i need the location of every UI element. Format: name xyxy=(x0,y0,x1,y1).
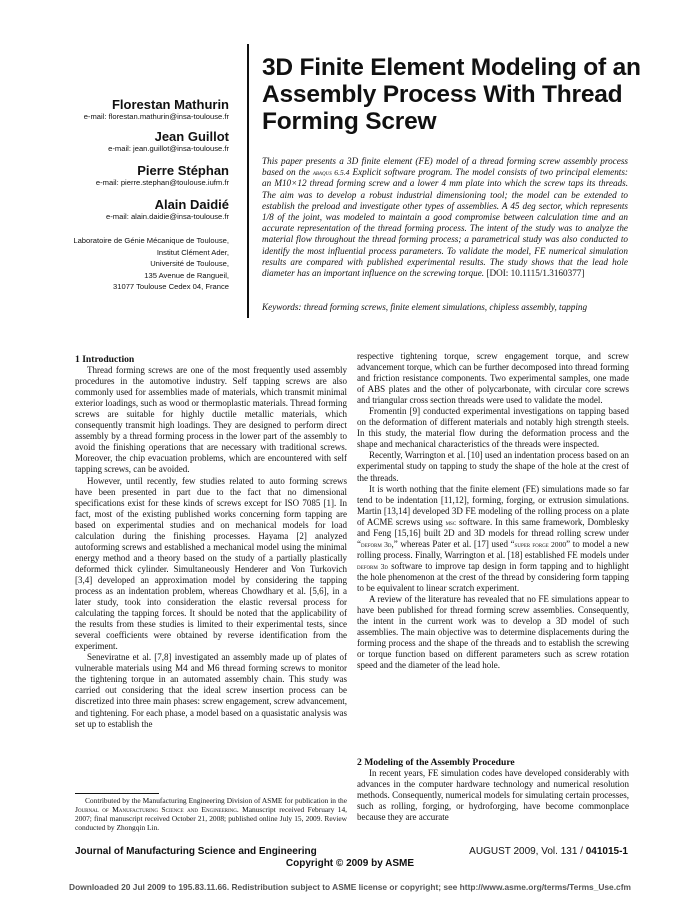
left-column xyxy=(75,354,347,730)
abstract-text: This paper presents a 3D finite element (FE) model of a thread forming screw assembly process based on the xyxy=(262,156,628,178)
paragraph-text: ,” whereas Pater et al. [17] used “ xyxy=(391,538,515,549)
issue-info: AUGUST 2009, Vol. 131 / xyxy=(469,846,586,857)
footnote xyxy=(75,797,347,833)
paragraph-text: software. In this same framework, Domblesky and Feng [15,16] built 2D and 3D models for thread rolling screw under “ xyxy=(357,516,629,549)
author-email: e-mail: alain.daidie@insa-toulouse.fr xyxy=(106,212,229,221)
footnote-text: . Manuscript received February 14, 2007; final manuscript received October 21, 2008; published online July 15, 2009. Review conducted by Zhongqin Lin. xyxy=(75,804,347,832)
paragraph-text: ” to model a new rolling process. Finally, Warrington et al. [18] established FE models under xyxy=(357,538,629,560)
title-rule xyxy=(247,44,249,318)
author-email: e-mail: jean.guillot@insa-toulouse.fr xyxy=(108,144,229,153)
author-4 xyxy=(106,197,229,222)
author-1 xyxy=(84,97,229,122)
right-column xyxy=(357,351,629,671)
copyright: Copyright © 2009 by ASME xyxy=(285,858,415,869)
paragraph-text: software to improve tap design in form tapping and to highlight the hole phenomenon at the crest of the thread by considering form tapping to be equivalent to linear scratch experiment. xyxy=(357,560,629,593)
paragraph: respective tightening torque, screw engagement torque, and screw advancement torque, which can be further decomposed into thread forming and friction resistance components. Two experimental samples, one made of ABS plates and the other of polycarbonate, with circular core screws and triangular cross section threads were used to validate the model. xyxy=(357,351,629,406)
paragraph: Seneviratne et al. [7,8] investigated an assembly made up of plates of vulnerable materials using M4 and M6 thread forming screws to monitor the tightening torque in an automated assembly chain. This study was carried out considering that the ideal screw insertion process can be discretized into three main phases: screw engagement, screw advancement, and tightening. For each phase, a model based on a quasistatic analysis was set up to establish the xyxy=(75,652,347,729)
section-heading: 2 Modeling of the Assembly Procedure xyxy=(357,757,515,768)
software-name: abaqus 6.5.4 xyxy=(312,168,350,178)
affiliation-line: 31077 Toulouse Cedex 04, France xyxy=(113,282,229,291)
paragraph xyxy=(357,484,629,594)
doi[interactable]: [DOI: 10.1115/1.3160377] xyxy=(484,268,585,279)
paragraph: Recently, Warrington et al. [10] used an indentation process based on an experimental study on tapping to study the shape of the hole at the crest of the threads. xyxy=(357,450,629,483)
footnote-rule xyxy=(75,793,159,794)
paragraph: A review of the literature has revealed that no FE simulations appear to have been published for thread forming screw assemblies. Consequently, the intent in the current work was to develop a 3D model of such assemblies. The main objective was to determine displacements during the forming process and the shape of the threads and to establish the screwing or torque function based on different parameters such as screw rotation speed and the diameter of the lead hole. xyxy=(357,594,629,671)
software-name: deform 3d xyxy=(361,539,392,549)
software-name: deform 3d xyxy=(357,561,389,571)
author-3 xyxy=(96,163,229,188)
affiliation-line: Institut Clément Ader, xyxy=(156,247,229,257)
issue-footer xyxy=(469,846,628,857)
affiliation-line: Laboratoire de Génie Mécanique de Toulouse, xyxy=(73,236,229,245)
author-2 xyxy=(108,129,229,154)
section-heading: 1 Introduction xyxy=(75,354,135,365)
abstract-text: Explicit software program. The model consists of two principal elements: an M10×12 thread forming screw and a lower 4 mm plate into which the screw taps its threads. The aim was to develop a robust industrial dimensioning tool; the model can be extended to establish the preload and investigate other types of assemblies. A 45 deg sector, which represents 1/8 of the joint, was modeled to maintain a good compromise between calculation time and an accurate representation of the thread forming process. The intent of the study was to analyze the material flow throughout the thread forming process; a parametrical study was also conducted to identify the most influential process parameters. To validate the model, FE numerical simulation results are compared with published experimental results. The study shows that the lead hole diameter has an important influence on the screwing torque. xyxy=(262,167,628,279)
keywords: Keywords: thread forming screws, finite element simulations, chipless assembly, tapping xyxy=(262,302,588,312)
author-name: Florestan Mathurin xyxy=(111,97,229,112)
paragraph: Thread forming screws are one of the most frequently used assembly procedures in the automotive industry. Self tapping screws are also commonly used for assemblies made of materials, which transmit minimal exterior loadings, such as wood or thermoplastic materials. Thread forming screws are suitable for highly ductile metallic materials, which consequently transmit high loadings. They are designed to perform direct assembly by a thread forming process in the lower part of the assembly to avoid the finishing operations that are necessary with traditional screws. Moreover, the chip evacuation problems, which are encountered with self tapping screws, can be avoided. xyxy=(75,365,347,475)
author-name: Pierre Stéphan xyxy=(137,163,229,178)
author-name: Jean Guillot xyxy=(154,129,229,144)
abstract xyxy=(262,156,628,279)
affiliation-line: 135 Avenue de Rangueil, xyxy=(144,270,229,280)
paragraph: Fromentin [9] conducted experimental investigations on tapping based on the deformation of different materials and notably high strength steels. In this study, the material flow during the deformation process and the shape and mechanical characteristics of the threads were inspected. xyxy=(357,406,629,450)
author-email: e-mail: pierre.stephan@toulouse.iufm.fr xyxy=(95,178,229,187)
download-notice: Downloaded 20 Jul 2009 to 195.83.11.66. Redistribution subject to ASME license or copyright; see http://www.asme.org/terms/Terms_Use.cfm xyxy=(69,882,631,892)
affiliation xyxy=(73,235,229,293)
paper-title: 3D Finite Element Modeling of an Assembly Process With Thread Forming Screw xyxy=(262,54,641,135)
journal-footer: Journal of Manufacturing Science and Engineering xyxy=(75,846,317,857)
author-name: Alain Daidié xyxy=(154,197,229,212)
author-email: e-mail: florestan.mathurin@insa-toulouse.fr xyxy=(83,112,229,121)
footnote-text: Contributed by the Manufacturing Engineering Division of ASME for publication in the xyxy=(85,796,347,805)
software-name: msc xyxy=(445,517,457,527)
page-number: 041015-1 xyxy=(585,846,628,857)
journal-name: Journal of Manufacturing Science and Engineering xyxy=(75,804,237,814)
section-2 xyxy=(357,757,629,823)
affiliation-line: Université de Toulouse, xyxy=(150,259,229,268)
paragraph-text: It is worth nothing that the finite element (FE) simulations made so far tend to be indentation [11,12], forming, forging, or extrusion simulations. Martin [13,14] developed 3D FE modeling of the rolling process on a plate of ACME screws using xyxy=(357,483,629,527)
paragraph: In recent years, FE simulation codes have developed considerably with advances in the computer hardware technology and numerical resolution methods. Consequently, numerical models for simulating certain processes, such as rolling, forging, or hydroforging, have become commonplace because they are accurate xyxy=(357,768,629,823)
software-name: super forge 2000 xyxy=(514,539,567,549)
paragraph: However, until recently, few studies related to auto forming screws have been presented in part due to the fact that no dimensional specifications exist for these kinds of screws except for ISO 7085 [1]. In fact, most of the existing published works concerning form tapping are based on experimental studies and on mechanical models for load calculation during the finishing processes. Hayama [2] analyzed autoforming screws and established a mechanical model using the minimal energy method and a theory based on the study of a partially plastically deformed thick cylinder. Simultaneously Henderer and Von Turkovich [3,4] developed an approximation model by considering the tapping process as an indentation problem, whereas Chowdhary et al. [5,6], in a later study, took into consideration the elastic reversal process for calculating the tapping forces. It should be noted that the applicability of the results from these studies is limited to their experimental tests, since several coefficients were obtained by reverse identification from the experiment. xyxy=(75,475,347,652)
